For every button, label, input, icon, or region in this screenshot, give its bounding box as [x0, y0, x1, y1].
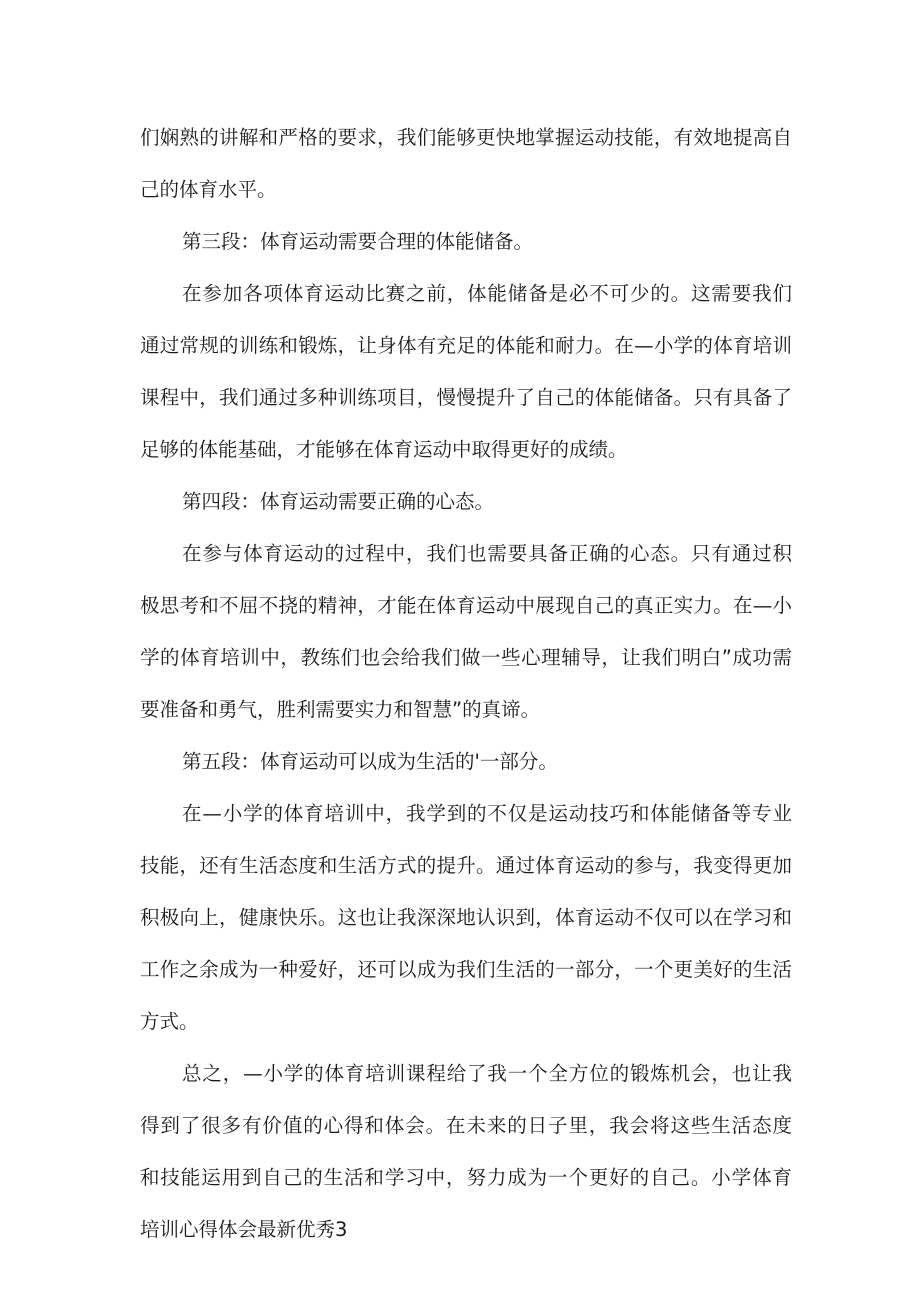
- text-line: 方式。: [140, 1010, 199, 1033]
- text-line: 在—小学的体育培训中，我学到的不仅是运动技巧和体能储备等专业: [182, 802, 792, 825]
- document-page: [140, 112, 792, 1256]
- text-line: 培训心得体会最新优秀3: [140, 1218, 348, 1241]
- text-line: 极思考和不屈不挠的精神，才能在体育运动中展现自己的真正实力。在—小: [140, 594, 792, 617]
- text-line: 工作之余成为一种爱好，还可以成为我们生活的一部分，一个更美好的生活: [140, 958, 792, 981]
- text-line: 得到了很多有价值的心得和体会。在未来的日子里，我会将这些生活态度: [140, 1114, 792, 1137]
- section-heading: 第三段：体育运动需要合理的体能储备。: [182, 230, 534, 253]
- text-line: 通过常规的训练和锻炼，让身体有充足的体能和耐力。在—小学的体育培训: [140, 334, 792, 357]
- text-line: 己的体育水平。: [140, 178, 277, 201]
- text-line: 在参加各项体育运动比赛之前，体能储备是必不可少的。这需要我们: [182, 282, 792, 305]
- text-line: 们娴熟的讲解和严格的要求，我们能够更快地掌握运动技能，有效地提高自: [140, 126, 792, 149]
- text-line: 学的体育培训中，教练们也会给我们做一些心理辅导，让我们明白”成功需: [140, 646, 792, 669]
- section-heading: 第四段：体育运动需要正确的心态。: [182, 490, 495, 513]
- text-line: 在参与体育运动的过程中，我们也需要具备正确的心态。只有通过积: [182, 542, 792, 565]
- text-line: 积极向上，健康快乐。这也让我深深地认识到，体育运动不仅可以在学习和: [140, 906, 792, 929]
- text-line: 课程中，我们通过多种训练项目，慢慢提升了自己的体能储备。只有具备了: [140, 386, 792, 409]
- text-line: 技能，还有生活态度和生活方式的提升。通过体育运动的参与，我变得更加: [140, 854, 792, 877]
- text-line: 和技能运用到自己的生活和学习中，努力成为一个更好的自己。小学体育: [140, 1166, 792, 1189]
- section-heading: 第五段：体育运动可以成为生活的'一部分。: [182, 750, 558, 773]
- text-line: 总之，—小学的体育培训课程给了我一个全方位的锻炼机会，也让我: [182, 1062, 792, 1085]
- text-line: 足够的体能基础，才能够在体育运动中取得更好的成绩。: [140, 438, 628, 461]
- text-line: 要准备和勇气，胜利需要实力和智慧”的真谛。: [140, 698, 541, 721]
